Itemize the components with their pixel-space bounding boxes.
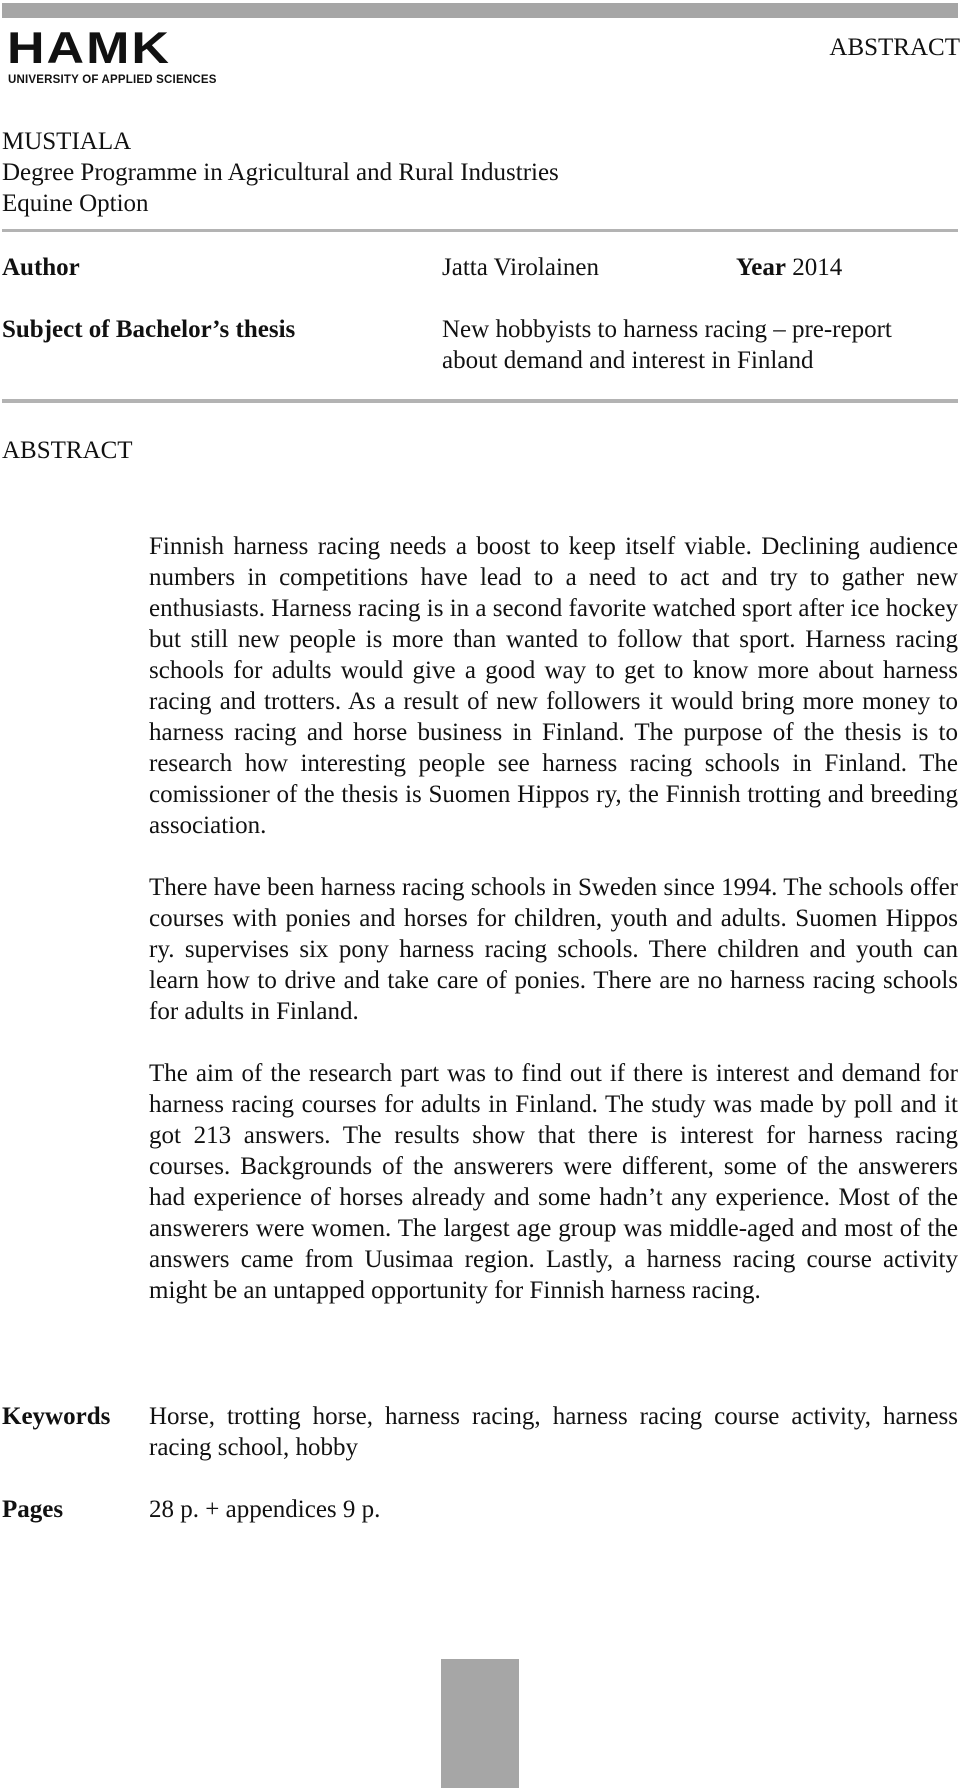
keywords-value: Horse, trotting horse, harness racing, harness racing course activity, harness racing school, hobby (149, 1403, 958, 1461)
hamk-logo (7, 24, 247, 92)
degree-programme: Degree Programme in Agricultural and Rural Industries (2, 159, 559, 186)
top-bar (2, 3, 958, 18)
abstract-body (149, 531, 958, 1337)
logo-subtitle: UNIVERSITY OF APPLIED SCIENCES (8, 74, 217, 86)
year-label: Year (736, 254, 786, 281)
keywords-label: Keywords (2, 1403, 111, 1430)
year-value: 2014 (792, 254, 843, 281)
abstract-heading: ABSTRACT (2, 437, 133, 464)
author-label: Author (2, 254, 80, 281)
abstract-paragraph: The aim of the research part was to find out if there is interest and demand for harness racing courses for adults in Finland. The study was made by poll and it got 213 answers. The results show that there is interest for harness racing courses. Backgrounds of the answerers were different, some of the answerers had experience of horses already and some hadn’t any experience. Most of the answerers were women. The largest age group was middle-aged and most of the answers came from Uusimaa region. Lastly, a harness racing course activity might be an untapped opportunity for Finnish harness racing. (149, 1060, 958, 1304)
divider (2, 229, 958, 232)
divider (2, 399, 958, 403)
programme-block (2, 126, 559, 219)
abstract-paragraph: There have been harness racing schools in Sweden since 1994. The schools offer courses with ponies and horses for children, youth and adults. Suomen Hippos ry. supervises six pony harness racing schools. There children and youth can learn how to drive and take care of ponies. There are no harness racing schools for adults in Finland. (149, 874, 958, 1025)
option: Equine Option (2, 190, 149, 217)
year-block (736, 252, 842, 283)
pages-label: Pages (2, 1496, 64, 1523)
pages-value: 28 p. + appendices 9 p. (149, 1496, 381, 1523)
subject-label: Subject of Bachelor’s thesis (2, 316, 296, 343)
document-type: ABSTRACT (829, 34, 960, 61)
abstract-paragraph: Finnish harness racing needs a boost to keep itself viable. Declining audience numbers in competitions have lead to a need to act and try to gather new enthusiasts. Harness racing is in a second favorite watched sport after ice hockey but still new people is more than wanted to follow that sport. Harness racing schools for adults would give a good way to get to know more about harness racing and trotters. As a result of new followers it would bring more money to harness racing and horse business in Finland. The purpose of the thesis is to research how interesting people see harness racing schools in Finland. The comissioner of the thesis is Suomen Hippos ry, the Finnish trotting and breeding association. (149, 533, 958, 839)
logo-wordmark: HAMK (7, 24, 171, 74)
footer-block (441, 1659, 519, 1788)
subject-value: New hobbyists to harness racing – pre-report about demand and interest in Finland (442, 316, 892, 374)
campus: MUSTIALA (2, 128, 132, 155)
author-value: Jatta Virolainen (442, 254, 600, 281)
